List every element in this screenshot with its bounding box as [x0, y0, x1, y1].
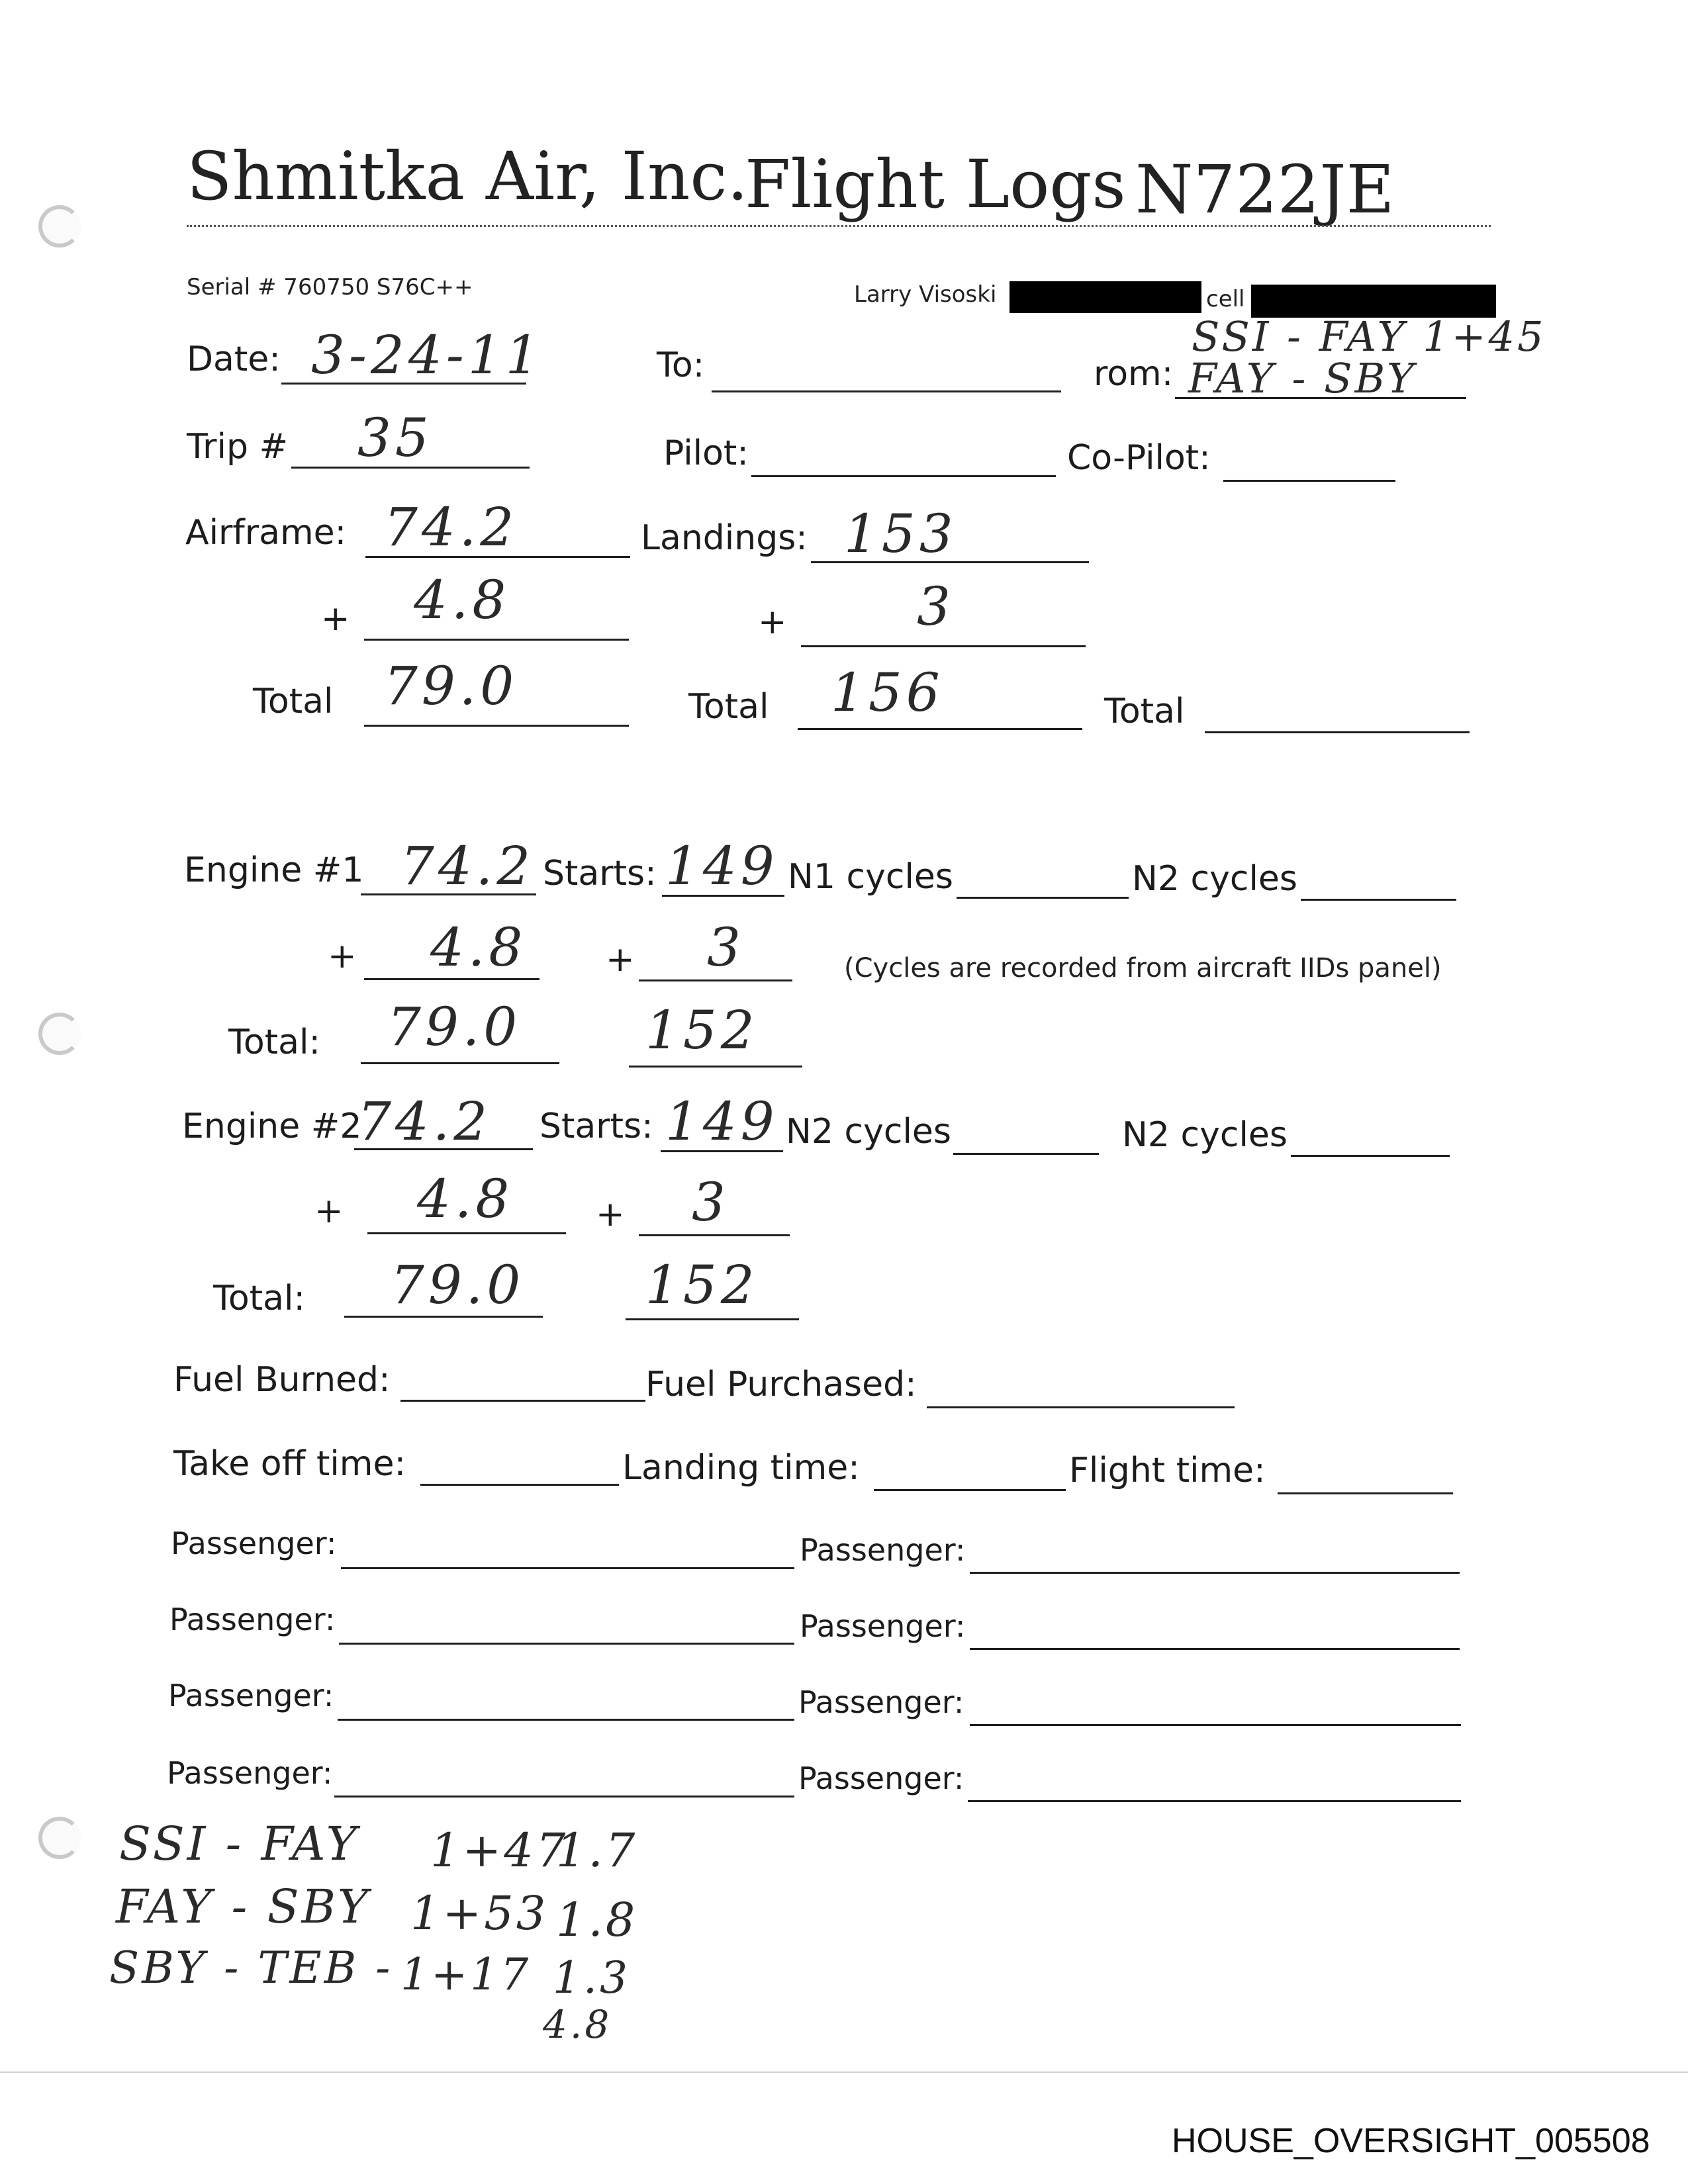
punch-hole-top: [38, 205, 81, 248]
leg-route: SSI - FAY: [119, 1817, 359, 1871]
cycles-note: (Cycles are recorded from aircraft IIDs panel): [844, 953, 1442, 983]
fuel-burned-line[interactable]: [400, 1400, 645, 1402]
trip-label: Trip #: [187, 427, 289, 467]
bates-number: HOUSE_OVERSIGHT_005508: [1172, 2122, 1650, 2160]
airframe-start[interactable]: 74.2: [384, 496, 518, 558]
punch-hole-bottom: [38, 1817, 81, 1859]
engine2-hours-line: [354, 1148, 533, 1150]
form-title: Flight Logs: [745, 146, 1126, 223]
engine2-n2b-line[interactable]: [1291, 1155, 1450, 1157]
airframe-add[interactable]: 4.8: [414, 569, 510, 631]
passenger-label: Passenger:: [798, 1760, 964, 1796]
passenger-label: Passenger:: [169, 1602, 336, 1637]
engine1-hours-plus: +: [328, 936, 357, 976]
passenger-label: Passenger:: [167, 1755, 333, 1791]
engine2-starts-total-line: [626, 1318, 799, 1320]
engine1-starts[interactable]: 149: [665, 835, 778, 897]
pilot-line[interactable]: [751, 475, 1056, 477]
date-label: Date:: [187, 340, 281, 379]
to-label: To:: [657, 345, 705, 385]
engine1-label: Engine #1: [184, 850, 364, 890]
engine2-label: Engine #2: [182, 1107, 362, 1146]
engine2-hours-total[interactable]: 79.0: [391, 1254, 525, 1316]
copilot-line[interactable]: [1223, 480, 1395, 482]
engine2-hours-add-line: [367, 1232, 566, 1234]
passenger-label: Passenger:: [171, 1525, 337, 1561]
landings-total-label: Total: [688, 687, 769, 727]
engine2-n2a-line[interactable]: [953, 1153, 1099, 1155]
landings-start[interactable]: 153: [844, 503, 957, 565]
redaction-phone-1: [1009, 281, 1201, 313]
airframe-plus: +: [321, 599, 350, 639]
passenger-line[interactable]: [970, 1572, 1460, 1574]
passenger-line[interactable]: [341, 1567, 794, 1569]
fuel-purchased-label: Fuel Purchased:: [645, 1365, 917, 1404]
airframe-add-line: [364, 639, 629, 641]
engine1-hours-total[interactable]: 79.0: [387, 996, 522, 1058]
airframe-line: [365, 556, 630, 558]
engine1-hours-add[interactable]: 4.8: [430, 917, 527, 978]
leg-route: FAY - SBY: [116, 1880, 371, 1934]
leg-hours: 1.7: [556, 1823, 638, 1878]
landings-line: [811, 561, 1089, 563]
passenger-line[interactable]: [968, 1800, 1461, 1802]
title-rule: [187, 225, 1491, 227]
engine2-n2a-label: N2 cycles: [786, 1112, 951, 1152]
passenger-line[interactable]: [970, 1724, 1461, 1726]
engine2-starts-total[interactable]: 152: [645, 1254, 759, 1316]
engine2-starts-plus: +: [596, 1195, 625, 1234]
to-line[interactable]: [712, 390, 1061, 392]
leg-route: SBY - TEB -: [109, 1942, 393, 1993]
airframe-total[interactable]: 79.0: [384, 655, 518, 717]
engine2-starts[interactable]: 149: [665, 1091, 778, 1152]
from-label: rom:: [1094, 354, 1174, 394]
page-bottom-rule: [0, 2071, 1688, 2073]
fuel-purchased-line[interactable]: [927, 1406, 1235, 1408]
trip-line: [291, 467, 530, 469]
leg-time: 1+17: [400, 1949, 532, 2000]
engine2-starts-label: Starts:: [539, 1107, 653, 1146]
route-note: SSI - FAY 1+45: [1192, 312, 1546, 361]
leg-hours: 1.8: [556, 1893, 638, 1947]
fuel-burned-label: Fuel Burned:: [173, 1360, 391, 1400]
legs-total: 4.8: [543, 2002, 612, 2047]
date-value[interactable]: 3-24-11: [311, 324, 543, 386]
pilot-label: Pilot:: [663, 433, 749, 473]
engine1-total-label: Total:: [228, 1023, 320, 1062]
passenger-line[interactable]: [339, 1643, 794, 1645]
airframe-label: Airframe:: [185, 513, 347, 553]
engine2-starts-add-line: [639, 1234, 790, 1236]
engine1-hours[interactable]: 74.2: [400, 835, 535, 897]
engine2-n2b-label: N2 cycles: [1122, 1115, 1288, 1155]
engine1-hours-add-line: [364, 978, 539, 980]
tail-number: N722JE: [1135, 151, 1395, 228]
passenger-label: Passenger:: [168, 1678, 334, 1713]
contact-name: Larry Visoski: [854, 281, 997, 308]
from-line: [1175, 397, 1466, 399]
engine2-total-label: Total:: [213, 1279, 305, 1318]
flight-time-label: Flight time:: [1069, 1451, 1266, 1490]
landings-total-line: [798, 728, 1082, 730]
leg-time: 1+47: [430, 1823, 569, 1878]
from-value[interactable]: FAY - SBY: [1188, 354, 1417, 402]
landings-total[interactable]: 156: [831, 662, 944, 723]
engine1-hours-line: [361, 893, 536, 895]
date-line: [281, 383, 526, 385]
passenger-label: Passenger:: [798, 1684, 964, 1720]
flight-time-line[interactable]: [1278, 1492, 1453, 1494]
passenger-line[interactable]: [970, 1648, 1460, 1650]
engine1-starts-line: [662, 895, 784, 897]
engine2-hours-plus: +: [314, 1191, 344, 1231]
engine1-starts-plus: +: [606, 940, 635, 979]
engine1-n2-line[interactable]: [1301, 899, 1456, 901]
engine1-n1-label: N1 cycles: [788, 857, 953, 897]
serial-number: Serial # 760750 S76C++: [187, 274, 473, 300]
takeoff-label: Take off time:: [173, 1444, 406, 1484]
landings-add[interactable]: 3: [917, 576, 955, 637]
punch-hole-middle: [38, 1013, 81, 1055]
engine2-starts-add[interactable]: 3: [692, 1171, 729, 1233]
engine1-n2-label: N2 cycles: [1132, 859, 1297, 899]
engine2-hours-total-line: [344, 1316, 543, 1318]
landings-plus: +: [758, 602, 787, 642]
passenger-label: Passenger:: [800, 1532, 966, 1568]
engine2-hours[interactable]: 74.2: [357, 1091, 492, 1152]
engine1-starts-total[interactable]: 152: [645, 999, 759, 1061]
passenger-line[interactable]: [334, 1796, 794, 1797]
landing-time-line[interactable]: [874, 1489, 1066, 1491]
leg-hours: 1.3: [553, 1952, 630, 2003]
passenger-line[interactable]: [338, 1719, 794, 1721]
landings-add-line: [801, 645, 1086, 647]
engine1-n1-line[interactable]: [957, 897, 1129, 899]
engine1-starts-add[interactable]: 3: [707, 917, 745, 978]
landing-time-label: Landing time:: [622, 1448, 860, 1488]
passenger-label: Passenger:: [800, 1608, 966, 1644]
landings-label: Landings:: [641, 518, 808, 558]
airframe-total-line: [364, 725, 629, 727]
engine2-starts-line: [661, 1150, 783, 1152]
takeoff-line[interactable]: [420, 1484, 619, 1486]
engine2-hours-add[interactable]: 4.8: [417, 1168, 514, 1230]
trip-value[interactable]: 35: [357, 407, 433, 469]
airframe-total-label: Total: [253, 682, 334, 721]
copilot-label: Co-Pilot:: [1067, 438, 1211, 478]
cell-label: cell: [1206, 286, 1245, 312]
engine1-starts-label: Starts:: [543, 854, 657, 893]
company-name: Shmitka Air, Inc.: [187, 138, 749, 215]
extra-total-label: Total: [1104, 692, 1185, 731]
engine1-starts-add-line: [639, 979, 792, 981]
leg-time: 1+53: [410, 1886, 549, 1940]
engine1-starts-total-line: [629, 1066, 802, 1068]
engine1-hours-total-line: [361, 1062, 559, 1064]
extra-total-line[interactable]: [1205, 731, 1470, 733]
